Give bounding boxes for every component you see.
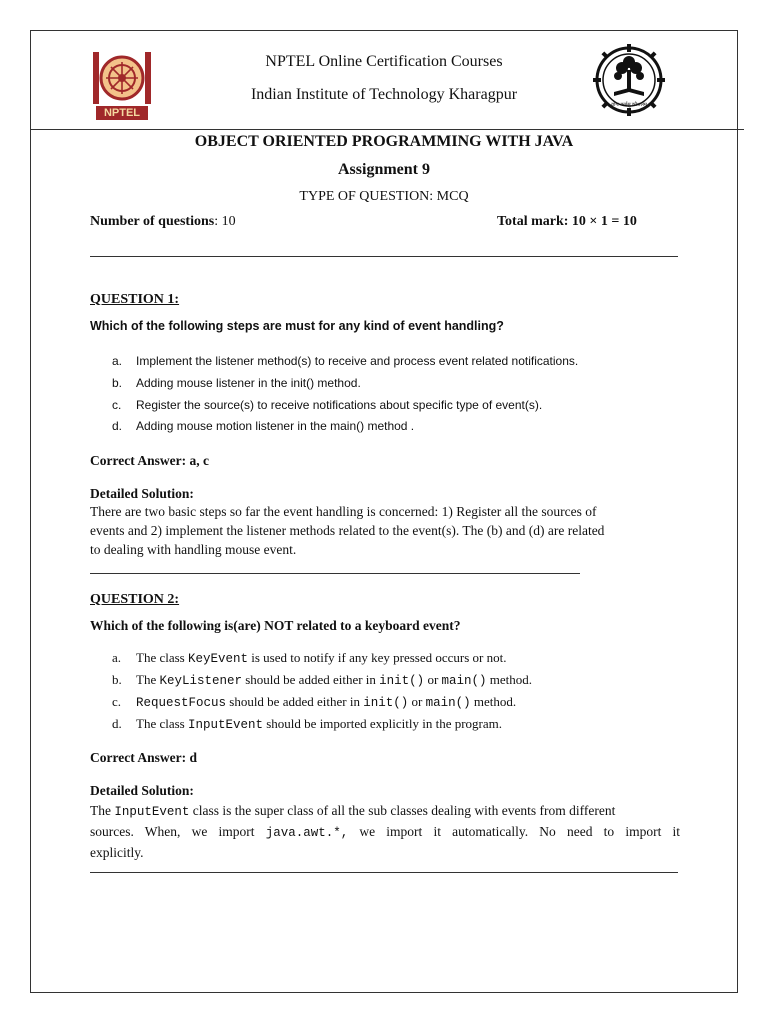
q2-option-b-part-1: The [136, 672, 160, 687]
q2-solution-line-1-part-1: The [90, 803, 115, 818]
q2-option-c-part-3: or [408, 694, 426, 709]
q2-option-d-mark: d. [112, 716, 122, 731]
q1-solution-line-1: There are two basic steps so far the event handling is concerned: 1) Register all the sources of [90, 504, 597, 519]
q1-option-d [112, 419, 414, 433]
section-rule-2 [90, 573, 580, 574]
q1-option-d-text: Adding mouse motion listener in the main() method . [136, 419, 415, 433]
q2-solution-line-2-part-2: we import it automatically. No need to import it [348, 824, 680, 839]
q2-option-c-part-4: method. [470, 694, 517, 709]
number-of-questions-label: Number of questions [90, 214, 215, 229]
assignment-title: Assignment 9 [337, 161, 430, 178]
q2-option-c-mark: c. [112, 694, 122, 709]
q2-option-d [112, 716, 502, 732]
q2-option-c [112, 694, 516, 710]
q1-option-c-mark: c. [112, 398, 122, 412]
q1-heading: QUESTION 1: [90, 292, 180, 307]
q2-option-a-part-2: is used to notify if any key pressed occurs or not. [248, 650, 507, 665]
q2-option-b-part-3: or [424, 672, 442, 687]
number-of-questions-value: : 10 [214, 214, 236, 229]
q1-solution-line-2: events and 2) implement the listener methods related to the event(s). The (b) and (d) are related [90, 523, 605, 538]
q2-correct-answer: Correct Answer: d [90, 750, 197, 765]
header-line-2: Indian Institute of Technology Kharagpur [250, 86, 518, 103]
q2-solution-body [90, 801, 680, 862]
q2-option-a-mark: a. [112, 650, 122, 665]
q2-heading: QUESTION 2: [90, 592, 180, 607]
q2-option-a-code-1: KeyEvent [187, 652, 248, 666]
total-mark: Total mark: 10 × 1 = 10 [497, 214, 637, 229]
q2-option-c-part-2: should be added either in [226, 694, 364, 709]
nptel-logo [90, 50, 154, 122]
q1-option-a-text: Implement the listener method(s) to receive and process event related notifications. [136, 354, 579, 368]
q2-option-d-part-2: should be imported explicitly in the program. [263, 716, 503, 731]
q1-text: Which of the following steps are must for any kind of event handling? [90, 319, 504, 333]
q1-option-b-mark: b. [112, 376, 123, 390]
q1-option-a-mark: a. [112, 354, 123, 368]
q2-solution-line-2 [90, 822, 680, 843]
q1-solution-body [90, 502, 690, 559]
q2-option-c-code-2: init() [363, 696, 409, 710]
q2-option-a-part-1: The class [136, 650, 188, 665]
q1-correct-answer: Correct Answer: a, c [90, 453, 209, 468]
section-rule-1 [90, 256, 678, 257]
header-line-1: NPTEL Online Certification Courses [265, 53, 503, 70]
q1-solution-line-3: to dealing with handling mouse event. [90, 542, 297, 557]
q2-option-b-part-4: method. [486, 672, 533, 687]
q2-solution-line-2-part-1: sources. When, we import [90, 824, 266, 839]
q1-option-c [112, 398, 542, 412]
q2-option-b-code-1: KeyListener [159, 674, 242, 688]
iit-kgp-logo-icon [590, 44, 668, 120]
question-type: TYPE OF QUESTION: MCQ [299, 189, 469, 204]
q1-option-d-mark: d. [112, 419, 123, 433]
nptel-logo-text: NPTEL [103, 107, 141, 119]
q2-option-c-code-3: main() [425, 696, 471, 710]
q2-option-b-part-2: should be added either in [241, 672, 380, 687]
q1-option-c-text: Register the source(s) to receive notifications about specific type of event(s). [136, 398, 543, 412]
course-title: OBJECT ORIENTED PROGRAMMING WITH JAVA [194, 133, 574, 150]
q2-option-a [112, 650, 507, 666]
q1-option-a [112, 354, 578, 368]
q2-solution-heading: Detailed Solution: [90, 783, 194, 798]
q1-solution-heading: Detailed Solution: [90, 486, 194, 501]
q2-option-b [112, 672, 532, 688]
q2-solution-line-1-code: InputEvent [114, 805, 190, 819]
section-rule-3 [90, 872, 678, 873]
q2-solution-line-3: explicitly. [90, 845, 144, 860]
q2-option-d-part-1: The class [136, 716, 188, 731]
q2-text: Which of the following is(are) NOT related to a keyboard event? [90, 618, 461, 633]
q2-solution-line-1 [90, 801, 680, 822]
iit-kgp-motto: योगः कर्मसु कौशलम् [611, 103, 647, 108]
q2-option-b-code-2: init() [379, 674, 425, 688]
number-of-questions [90, 214, 236, 230]
q1-option-b [112, 376, 361, 390]
q1-option-b-text: Adding mouse listener in the init() method. [136, 376, 361, 390]
q2-solution-line-1-part-2: class is the super class of all the sub classes dealing with events from different [189, 803, 616, 818]
q2-option-b-mark: b. [112, 672, 122, 687]
q2-option-d-code-1: InputEvent [187, 718, 263, 732]
q2-option-c-code-1: RequestFocus [136, 696, 227, 710]
q2-option-b-code-3: main() [441, 674, 487, 688]
q2-solution-line-2-code: java.awt.*, [265, 826, 349, 840]
header-rule [30, 129, 744, 130]
iit-kgp-logo [590, 44, 668, 120]
